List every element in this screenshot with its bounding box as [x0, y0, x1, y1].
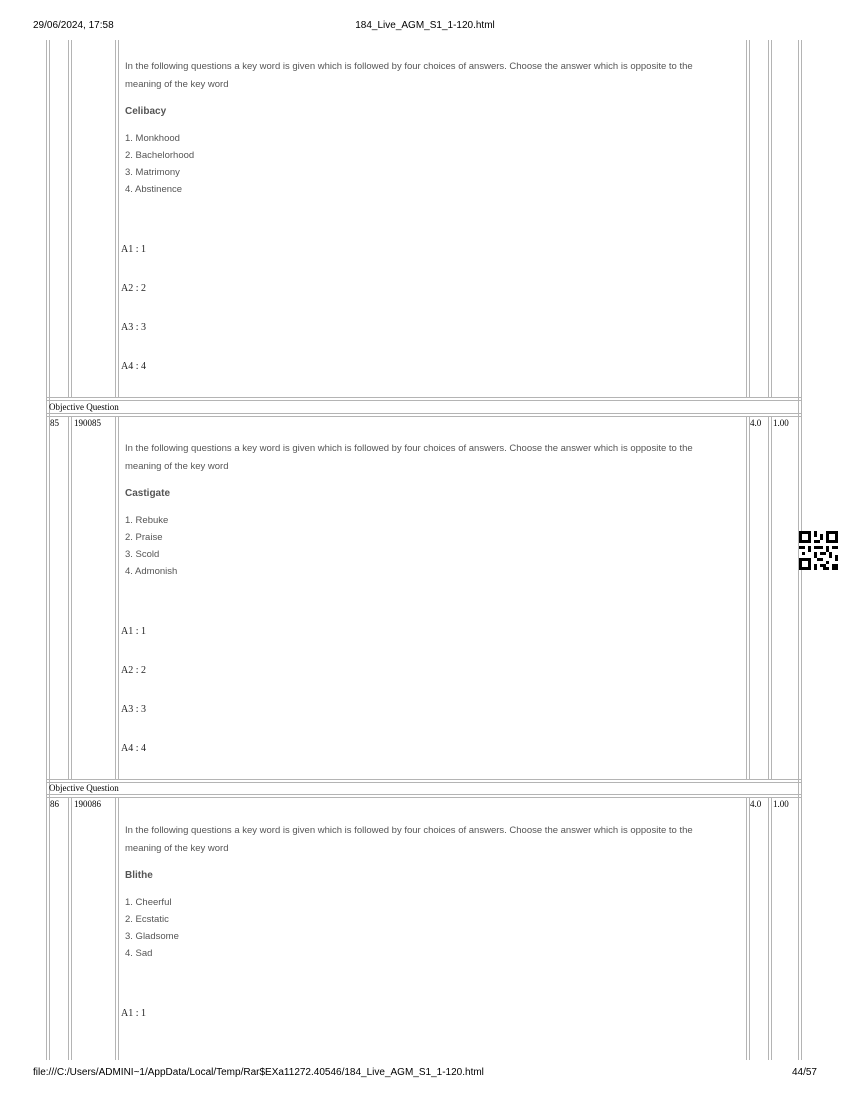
table-border-left	[46, 40, 47, 1060]
row-divider	[46, 413, 802, 414]
col-divider	[118, 797, 119, 1060]
choice-item: 3. Gladsome	[125, 931, 179, 942]
row-divider	[46, 782, 802, 783]
question-marks: 4.0	[750, 418, 762, 428]
col-divider	[749, 416, 750, 779]
col-divider	[115, 40, 116, 397]
answer-option: A4 : 4	[121, 743, 146, 754]
col-divider	[68, 40, 69, 397]
answer-option: A3 : 3	[121, 704, 146, 715]
question-instruction: In the following questions a key word is given which is followed by four choices of answers. Choose the answer which is opposite to the meaning of the key word	[125, 443, 693, 472]
question-type-label: Objective Question	[49, 783, 119, 793]
row-divider	[46, 797, 802, 798]
key-word: Celibacy	[125, 106, 167, 117]
choice-item: 4. Admonish	[125, 566, 178, 577]
question-marks: 4.0	[750, 799, 762, 809]
col-divider	[118, 40, 119, 397]
col-divider	[771, 40, 772, 397]
choice-item: 4. Sad	[125, 948, 153, 959]
choice-item: 2. Bachelorhood	[125, 150, 195, 161]
col-divider	[768, 797, 769, 1060]
choice-item: 1. Cheerful	[125, 897, 172, 908]
print-datetime: 29/06/2024, 17:58	[33, 20, 114, 31]
col-divider	[771, 797, 772, 1060]
row-divider	[46, 416, 802, 417]
answer-option: A1 : 1	[121, 244, 146, 255]
question-id: 190085	[74, 418, 101, 428]
col-divider	[68, 416, 69, 779]
col-divider	[71, 416, 72, 779]
answer-option: A1 : 1	[121, 1008, 146, 1019]
key-word: Blithe	[125, 870, 153, 881]
question-id: 190086	[74, 799, 101, 809]
question-instruction: In the following questions a key word is given which is followed by four choices of answers. Choose the answer which is opposite to the meaning of the key word	[125, 825, 693, 854]
col-divider	[71, 797, 72, 1060]
answer-option: A1 : 1	[121, 626, 146, 637]
table-border-left-inner	[49, 40, 50, 1060]
col-divider	[768, 40, 769, 397]
col-divider	[771, 416, 772, 779]
question-type-label: Objective Question	[49, 402, 119, 412]
choice-item: 3. Matrimony	[125, 167, 180, 178]
col-divider	[115, 416, 116, 779]
choice-item: 1. Monkhood	[125, 133, 180, 144]
row-divider	[46, 794, 802, 795]
negative-marks: 1.00	[773, 799, 789, 809]
col-divider	[746, 797, 747, 1060]
row-divider	[46, 400, 802, 401]
question-number: 85	[50, 418, 59, 428]
answer-option: A2 : 2	[121, 283, 146, 294]
col-divider	[68, 797, 69, 1060]
col-divider	[768, 416, 769, 779]
question-number: 86	[50, 799, 59, 809]
document-title: 184_Live_AGM_S1_1-120.html	[355, 20, 495, 31]
question-instruction: In the following questions a key word is given which is followed by four choices of answers. Choose the answer which is opposite to the meaning of the key word	[125, 61, 693, 90]
choice-item: 2. Ecstatic	[125, 914, 169, 925]
negative-marks: 1.00	[773, 418, 789, 428]
qr-code-icon	[799, 531, 838, 570]
row-divider	[46, 397, 802, 398]
file-path: file:///C:/Users/ADMINI~1/AppData/Local/Temp/Rar$EXa11272.40546/184_Live_AGM_S1_1-120.html	[33, 1067, 484, 1078]
answer-option: A3 : 3	[121, 322, 146, 333]
col-divider	[115, 797, 116, 1060]
col-divider	[749, 40, 750, 397]
answer-option: A2 : 2	[121, 665, 146, 676]
col-divider	[749, 797, 750, 1060]
answer-option: A4 : 4	[121, 361, 146, 372]
col-divider	[746, 416, 747, 779]
choice-item: 3. Scold	[125, 549, 160, 560]
row-divider	[46, 779, 802, 780]
col-divider	[118, 416, 119, 779]
col-divider	[746, 40, 747, 397]
choice-item: 1. Rebuke	[125, 515, 169, 526]
choice-item: 2. Praise	[125, 532, 163, 543]
page-number: 44/57	[791, 1067, 817, 1078]
key-word: Castigate	[125, 488, 171, 499]
choice-item: 4. Abstinence	[125, 184, 183, 195]
col-divider	[71, 40, 72, 397]
